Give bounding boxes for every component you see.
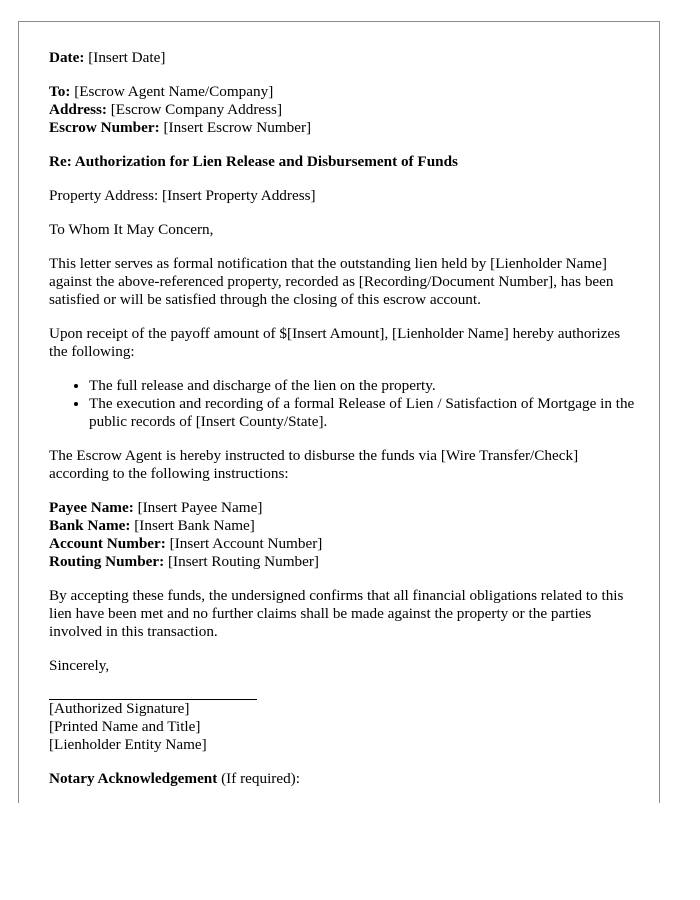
paragraph-authorization: Upon receipt of the payoff amount of $[Insert Amount], [Lienholder Name] hereby authorizes the following:: [49, 325, 621, 360]
routing-value: [Insert Routing Number]: [164, 553, 319, 570]
date-line: [49, 49, 639, 67]
notary-line: [49, 770, 639, 788]
payee-label: Payee Name:: [49, 499, 134, 516]
bank-label: Bank Name:: [49, 517, 131, 534]
date-value: [Insert Date]: [84, 49, 166, 66]
printed-name-placeholder: [Printed Name and Title]: [49, 718, 201, 735]
property-address: Property Address: [Insert Property Address]: [49, 187, 316, 204]
payment-details: [49, 499, 639, 571]
entity-name-placeholder: [Lienholder Entity Name]: [49, 736, 207, 753]
paragraph-notification: This letter serves as formal notification that the outstanding lien held by [Lienholder Name] against the above-referenced property, recorded as [Recording/Document Number], has been satisfied or will be satisfied through the closing of this escrow account.: [49, 255, 614, 308]
bank-value: [Insert Bank Name]: [130, 517, 255, 534]
list-item: • The full release and discharge of the lien on the property.: [89, 377, 639, 395]
date-label: Date:: [49, 49, 85, 66]
notary-label: Notary Acknowledgement: [49, 770, 218, 787]
document-page: [18, 21, 660, 803]
account-label: Account Number:: [49, 535, 166, 552]
salutation: To Whom It May Concern,: [49, 221, 214, 238]
closing: Sincerely,: [49, 657, 110, 674]
address-label: Address:: [49, 101, 107, 118]
payee-value: [Insert Payee Name]: [133, 499, 263, 516]
notary-suffix: (If required):: [217, 770, 300, 787]
recipient-block: [49, 83, 639, 137]
to-label: To:: [49, 83, 71, 100]
list-item: • The execution and recording of a formal Release of Lien / Satisfaction of Mortgage in the public records of [Insert County/State].: [89, 395, 639, 431]
routing-label: Routing Number:: [49, 553, 165, 570]
subject-line: Re: Authorization for Lien Release and Disbursement of Funds: [49, 153, 458, 170]
to-value: [Escrow Agent Name/Company]: [70, 83, 274, 100]
paragraph-disbursement: The Escrow Agent is hereby instructed to disburse the funds via [Wire Transfer/Check] according to the following instructions:: [49, 447, 579, 482]
address-value: [Escrow Company Address]: [106, 101, 283, 118]
signature-block: [49, 700, 639, 754]
letter-body: [49, 49, 639, 804]
escrow-number-value: [Insert Escrow Number]: [159, 119, 312, 136]
signature-placeholder: [Authorized Signature]: [49, 700, 190, 717]
escrow-number-label: Escrow Number:: [49, 119, 160, 136]
authorization-list: [49, 377, 639, 431]
paragraph-confirmation: By accepting these funds, the undersigned confirms that all financial obligations related to this lien have been met and no further claims shall be made against the property or the parties involved in this transaction.: [49, 587, 624, 640]
account-value: [Insert Account Number]: [165, 535, 323, 552]
